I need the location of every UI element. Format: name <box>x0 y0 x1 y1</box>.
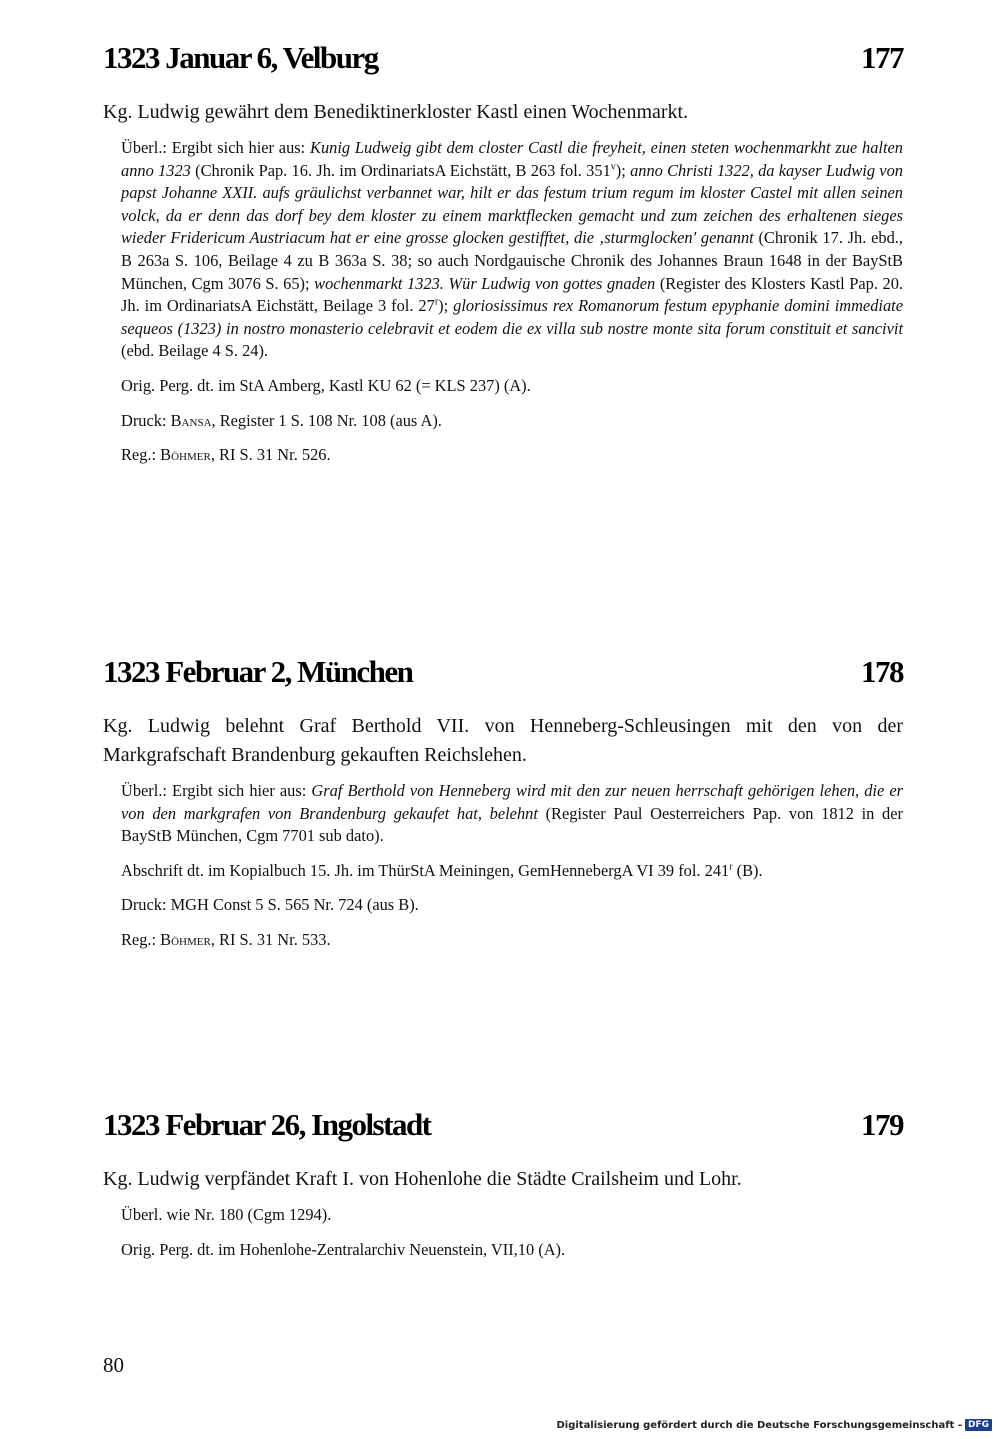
entry-178 <box>103 654 903 952</box>
author-name: Böhmer <box>160 929 211 949</box>
folio-sup-1: v <box>610 161 616 173</box>
entry-summary: Kg. Ludwig belehnt Graf Berthold VII. von Henneberg-Schleusingen mit den von der Markgrafschaft Brandenburg gekauften Reichslehen. <box>103 715 903 766</box>
sep-1: ); <box>615 160 631 180</box>
copy-note <box>103 860 903 883</box>
tradition-note: Überl. wie Nr. 180 (Cgm 1294). <box>121 1205 332 1224</box>
regest-note <box>103 929 903 952</box>
regest-ref: , RI S. 31 Nr. 533. <box>210 929 331 949</box>
copy-siglum: (B). <box>732 860 763 880</box>
source-1: (Register Paul Oesterreichers Pap. von 1812 in der BayStB München, Cgm 7701 sub dato). <box>121 803 903 846</box>
entry-179 <box>103 1107 903 1261</box>
quote-4: gloriosissimus rex Romanorum festum epyphanie domini immediate sequeos (1323) in nostro monasterio celebravit et eodem die ex villa sub nostre monte sita forum constituit et sancivit <box>121 296 903 338</box>
entry-number: 178 <box>861 654 903 689</box>
folio-sup: r <box>729 861 733 873</box>
entry-heading <box>103 40 903 84</box>
author-name: Böhmer <box>160 445 211 465</box>
credit-text: Digitalisierung gefördert durch die Deutsche Forschungsgemeinschaft - <box>556 1419 962 1431</box>
note-lead: Überl.: Ergibt sich hier aus: <box>121 138 311 157</box>
entry-title: 1323 Februar 26, Ingolstadt <box>103 1107 431 1142</box>
print-ref: , Register 1 S. 108 Nr. 108 (aus A). <box>211 410 442 430</box>
page-number: 80 <box>103 1353 124 1377</box>
quote-1: Kunig Ludweig gibt dem closter Castl die freyheit, einen steten wochenmarkht zue halten anno 1323 <box>121 138 903 180</box>
funding-credit <box>556 1419 992 1431</box>
source-3: (Register des Klosters Kastl Pap. 20. Jh. im OrdinariatsA Eichstätt, Beilage 3 fol. 27 <box>121 273 904 316</box>
entry-heading <box>103 654 903 698</box>
tradition-note <box>103 137 903 363</box>
print-label: Druck: <box>121 410 171 430</box>
folio-sup-3: r <box>434 296 439 308</box>
entry-number: 179 <box>861 1107 903 1142</box>
print-note: Druck: MGH Const 5 S. 565 Nr. 724 (aus B). <box>121 895 419 915</box>
original-note: Orig. Perg. dt. im Hohenlohe-Zentralarchiv Neuenstein, VII,10 (A). <box>121 1239 566 1259</box>
regest-label: Reg.: <box>121 445 161 465</box>
quote-3: wochenmarkt 1323. Wür Ludwig von gottes gnaden <box>314 273 656 293</box>
entry-heading <box>103 1107 903 1151</box>
quote-2: anno Christi 1322, da kayser Ludwig von papst Johanne XXII. aufs gräulichst verbannet war, hilt er das festum trium regum im kloster Castel mit allen seinen volck, da er denn das dorf bey dem kloster zu einem marktflecken gemacht und zum zeichen des erhaltenen sieges wieder Fridericum Austriacum hat er eine grosse glocken gestifftet, die ‚sturmglocken' genannt <box>121 160 903 248</box>
regest-ref: , RI S. 31 Nr. 526. <box>210 445 331 465</box>
quote-1: Graf Berthold von Henneberg wird mit den zur neuen herrschaft gehörigen lehen, die er von den markgrafen von Brandenburg gekaufet hat, belehnt <box>121 781 904 823</box>
source-1: (Chronik Pap. 16. Jh. im OrdinariatsA Eichstätt, B 263 fol. 351 <box>190 160 611 180</box>
dfg-logo-icon: DFG <box>965 1419 992 1431</box>
copy-text: Abschrift dt. im Kopialbuch 15. Jh. im ThürStA Meiningen, GemHennebergA VI 39 fol. 241 <box>121 860 730 880</box>
tradition-note <box>103 780 903 848</box>
entry-title: 1323 Januar 6, Velburg <box>103 40 378 75</box>
author-name: Bansa <box>170 410 212 430</box>
note-lead: Überl.: Ergibt sich hier aus: <box>121 781 312 800</box>
regest-label: Reg.: <box>121 929 161 949</box>
sep-3: ); <box>438 296 454 316</box>
entry-summary: Kg. Ludwig verpfändet Kraft I. von Hohenlohe die Städte Crailsheim und Lohr. <box>103 1168 742 1190</box>
source-2: (Chronik 17. Jh. ebd., B 263a S. 106, Beilage 4 zu B 363a S. 38; so auch Nordgauische Chronik des Johannes Braun 1648 in der BayStB München, Cgm 3076 S. 65); <box>121 228 903 293</box>
entry-177 <box>103 40 903 467</box>
entry-summary: Kg. Ludwig gewährt dem Benediktinerkloster Kastl einen Wochenmarkt. <box>103 101 689 123</box>
regest-note <box>103 444 903 467</box>
original-note: Orig. Perg. dt. im StA Amberg, Kastl KU 62 (= KLS 237) (A). <box>121 375 531 395</box>
entry-number: 177 <box>861 40 903 75</box>
print-note <box>103 410 903 433</box>
source-4: (ebd. Beilage 4 S. 24). <box>121 341 269 361</box>
entry-title: 1323 Februar 2, München <box>103 654 413 689</box>
